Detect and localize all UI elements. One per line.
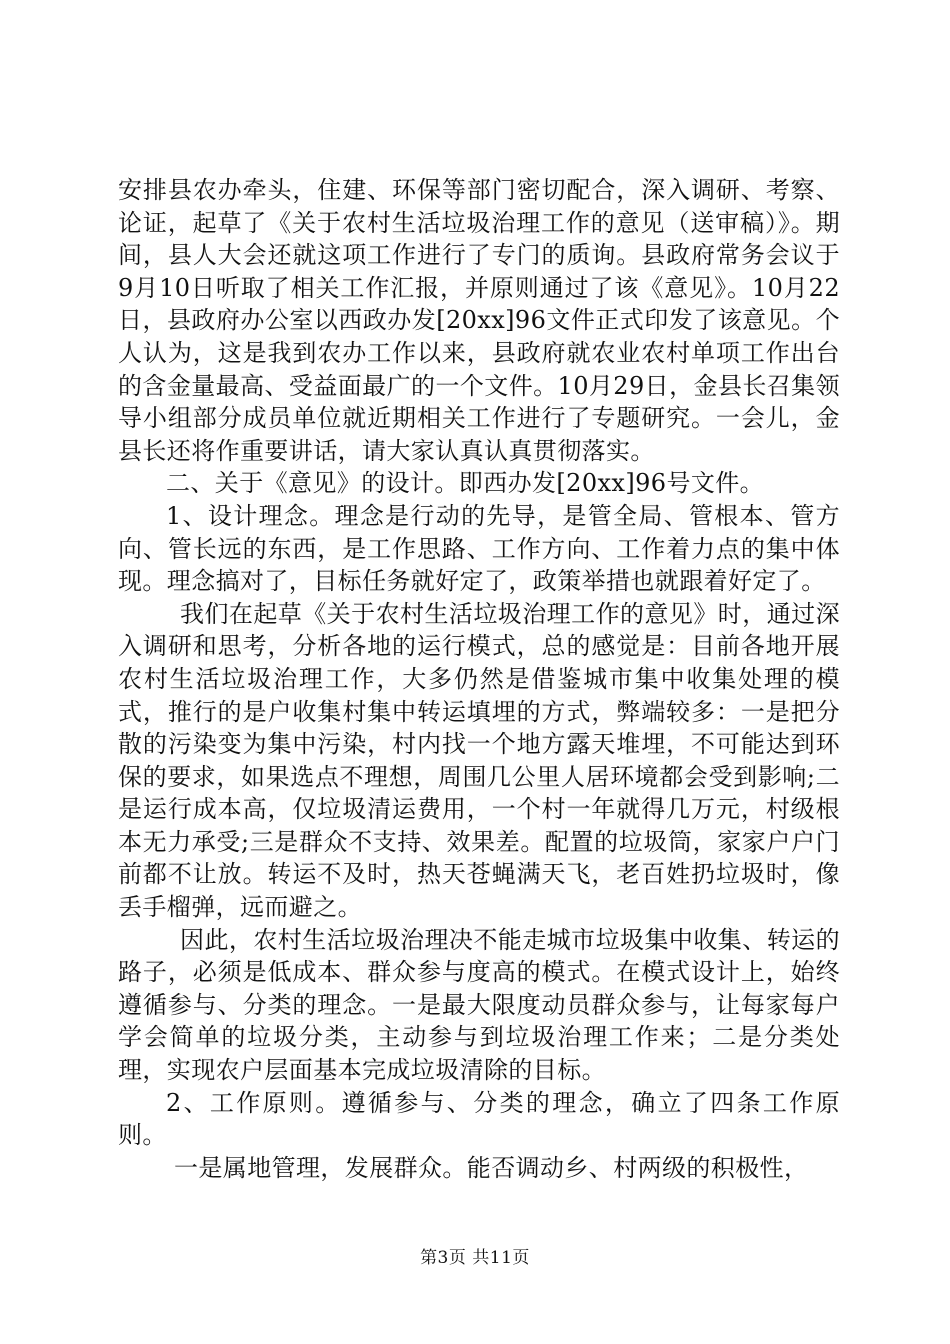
document-body xyxy=(118,174,840,1184)
paragraph-therefore: 因此，农村生活垃圾治理决不能走城市垃圾集中收集、转运的路子，必须是低成本、群众参与度高的模式。在模式设计上，始终遵循参与、分类的理念。一是最大限度动员群众参与，让每家每户学会简单的垃圾分类，主动参与到垃圾治理工作来；二是分类处理，实现农户层面基本完成垃圾清除的目标。 xyxy=(118,925,840,1085)
paragraph-1: 安排县农办牵头，住建、环保等部门密切配合，深入调研、考察、论证，起草了《关于农村生活垃圾治理工作的意见（送审稿）》。期间，县人大会还就这项工作进行了专门的质询。县政府常务会议于9月10日听取了相关工作汇报，并原则通过了该《意见》。10月22日，县政府办公室以西政办发[20xx]96文件正式印发了该意见。个人认为，这是我到农办工作以来，县政府就农业农村单项工作出台的含金量最高、受益面最广的一个文件。10月29日，金县长召集领导小组部分成员单位就近期相关工作进行了专题研究。一会儿，金县长还将作重要讲话，请大家认真认真贯彻落实。 xyxy=(118,176,840,465)
paragraph-design-concept: 1、设计理念。理念是行动的先导，是管全局、管根本、管方向、管长远的东西，是工作思路、工作方向、工作着力点的集中体现。理念搞对了，目标任务就好定了，政策举措也就跟着好定了。 xyxy=(118,501,840,596)
paragraph-work-principles: 2、工作原则。遵循参与、分类的理念，确立了四条工作原则。 xyxy=(118,1088,840,1150)
paragraph-drafting: 我们在起草《关于农村生活垃圾治理工作的意见》时，通过深入调研和思考，分析各地的运行模式，总的感觉是：目前各地开展农村生活垃圾治理工作，大多仍然是借鉴城市集中收集处理的模式，推行的是户收集村集中转运填埋的方式，弊端较多：一是把分散的污染变为集中污染，村内找一个地方露天堆埋，不可能达到环保的要求，如果选点不理想，周围几公里人居环境都会受到影响;二是运行成本高，仅垃圾清运费用，一个村一年就得几万元，村级根本无力承受;三是群众不支持、效果差。配置的垃圾筒，家家户户门前都不让放。转运不及时，热天苍蝇满天飞，老百姓扔垃圾时，像丢手榴弹，远而避之。 xyxy=(118,599,840,922)
page-number-footer: 第3页 共11页 xyxy=(420,1248,530,1268)
paragraph-principle-one: 一是属地管理，发展群众。能否调动乡、村两级的积极性， xyxy=(174,1153,809,1182)
paragraph-section-heading: 二、关于《意见》的设计。即西办发[20xx]96号文件。 xyxy=(166,469,765,498)
